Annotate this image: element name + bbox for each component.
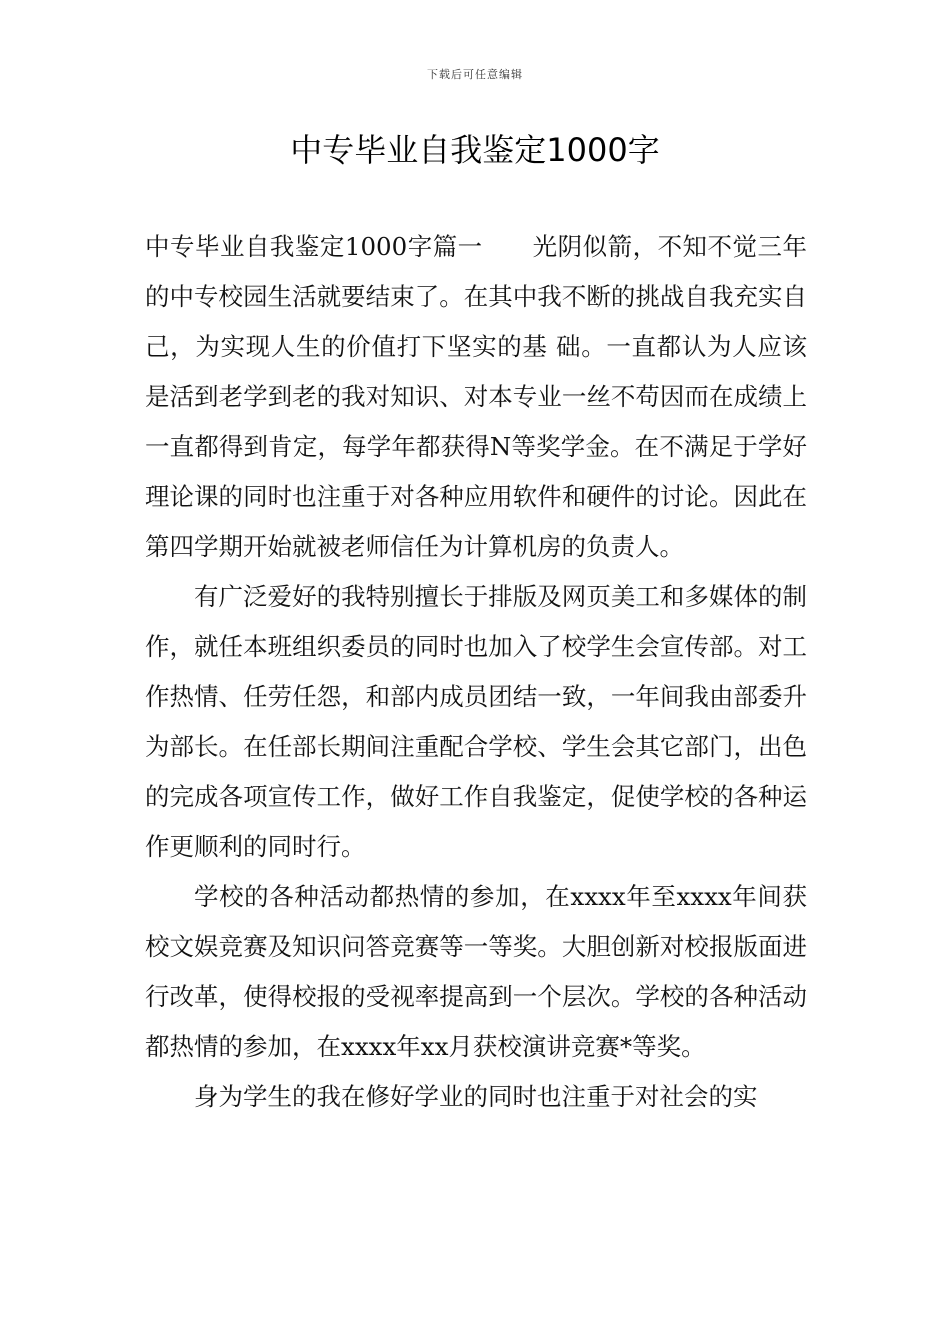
paragraph-3: 学校的各种活动都热情的参加，在xxxx年至xxxx年间获校文娱竞赛及知识问答竞赛等一等奖。大胆创新对校报版面进行改革，使得校报的受视率提高到一个层次。学校的各种活动都热情的参加，在xxxx年xx月获校演讲竞赛*等奖。 (145, 882, 807, 1061)
paragraph-1: 中专毕业自我鉴定1000字篇一 光阴似箭，不知不觉三年的中专校园生活就要结束了。在其中我不断的挑战自我充实自己，为实现人生的价值打下坚实的基 础。一直都认为人应该是活到老学到老的我对知识、对本专业一丝不苟因而在成绩上一直都得到肯定，每学年都获得N等奖学金。在不满足于学好理论课的同时也注重于对各种应用软件和硬件的讨论。因此在第四学期开始就被老师信任为计算机房的负责人。 (145, 232, 807, 561)
header-note: 下载后可任意编辑 (427, 68, 523, 81)
paragraph-4: 身为学生的我在修好学业的同时也注重于对社会的实 (194, 1082, 758, 1111)
paragraph-2: 有广泛爱好的我特别擅长于排版及网页美工和多媒体的制作，就任本班组织委员的同时也加入了校学生会宣传部。对工作热情、任劳任怨，和部内成员团结一致，一年间我由部委升为部长。在任部长期间注重配合学校、学生会其它部门，出色的完成各项宣传工作，做好工作自我鉴定，促使学校的各种运作更顺利的同时行。 (145, 582, 807, 861)
document-body (145, 222, 807, 1122)
page-title: 中专毕业自我鉴定1000字 (290, 131, 660, 169)
